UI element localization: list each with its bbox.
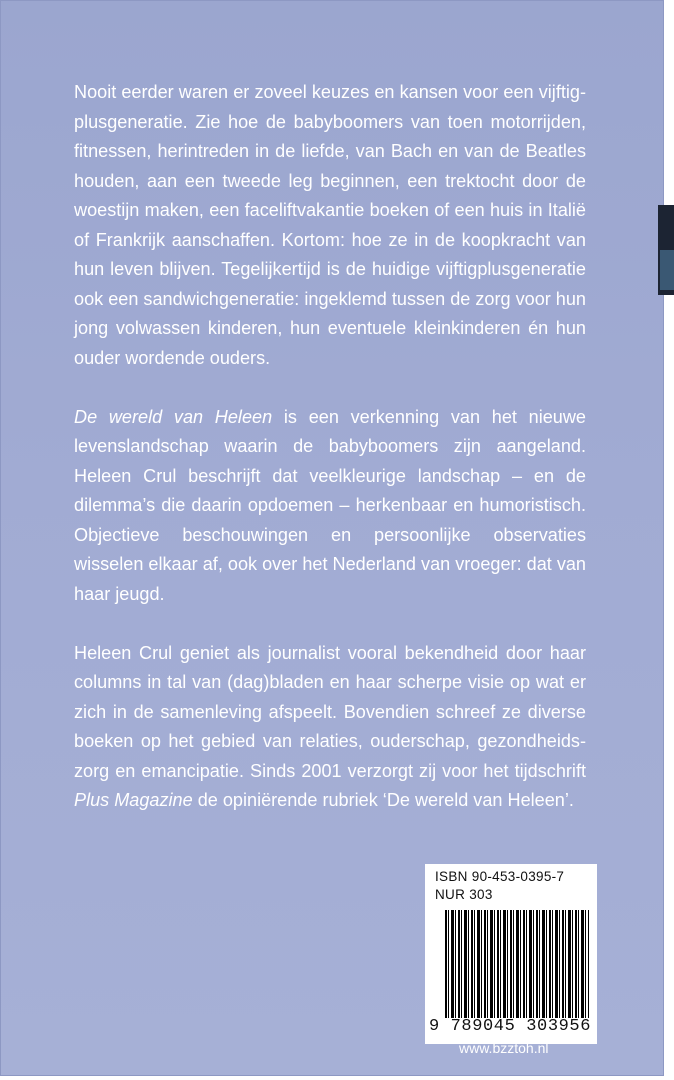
ean-digits: 9 789045 303956 [429, 1017, 592, 1036]
blurb-paragraph-3-end: de opiniërende rubriek ‘De wereld van Heleen’. [192, 790, 574, 810]
blurb-paragraph-2 [74, 403, 586, 610]
blurb-paragraph-3 [74, 639, 586, 816]
barcode-bars [445, 910, 589, 1018]
blurb-paragraph-3-start: Heleen Crul geniet als journalist vooral bekendheid door haar columns in tal van (dag)bladen en haar scherpe visie op wat er zich in de samenleving afspeelt. Bovendien schreef ze diverse boeken op het gebied van relaties, ouderschap, gezondheidszorg en emancipatie. Sinds 2001 verzorgt zij voor het tijdschrift [74, 642, 586, 781]
spine-edge-accent [660, 250, 674, 290]
barcode-panel [425, 864, 597, 1044]
blurb-paragraph-2-rest: is een verkenning van het nieuwe levenslandschap waarin de babyboomers zijn aangeland. Heleen Crul beschrijft dat veelkleurige landschap – en de dilemma’s die daarin opdoemen – herkenbaar en humoristisch. Objectieve beschouwingen en persoonlijke observaties wisselen elkaar af, ook over het Nederland van vroeger: dat van haar jeugd. [74, 406, 586, 604]
publisher-website: www.bzztoh.nl [459, 1040, 549, 1056]
book-title-italic: De wereld van Heleen [74, 406, 273, 427]
blurb-text [74, 78, 586, 845]
magazine-title-italic: Plus Magazine [74, 790, 193, 810]
blurb-paragraph-1: Nooit eerder waren er zoveel keuzes en kansen voor een vijftigplusgeneratie. Zie hoe de babyboomers van toen motorrijden, fitnessen, herintreden in de liefde, van Bach en van de Beatles houden, aan een tweede leg beginnen, een trektocht door de woestijn maken, een faceliftvakantie boeken of een huis in Italië of Frankrijk aanschaffen. Kortom: hoe ze in de koopkracht van hun leven blijven. Tegelijkertijd is de huidige vijftigplusgeneratie ook een sandwichgeneratie: ingeklemd tussen de zorg voor hun jong volwassen kinderen, hun eventuele kleinkinderen én hun ouder wordende ouders. [74, 82, 586, 368]
nur-label: NUR 303 [435, 887, 493, 902]
isbn-label: ISBN 90-453-0395-7 [435, 869, 565, 884]
